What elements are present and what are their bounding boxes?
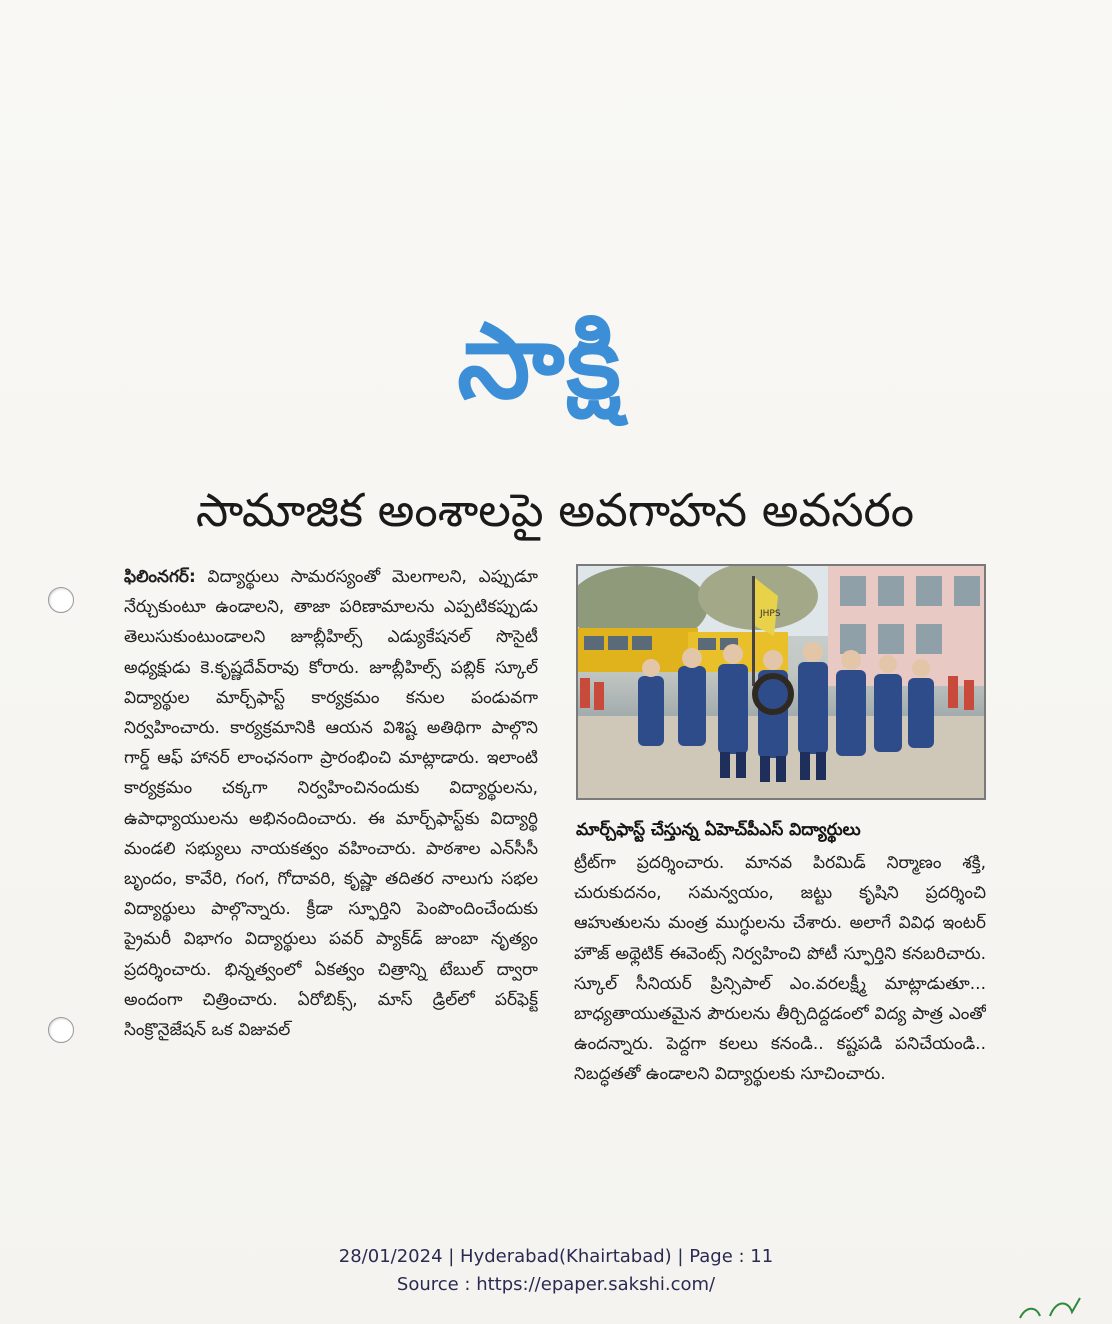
article-headline: సామాజిక అంశాలపై అవగాహన అవసరం (195, 483, 915, 537)
punch-hole (48, 587, 74, 613)
flag-banner-text: JHPS (760, 609, 781, 619)
footer-source: Source : https://epaper.sakshi.com/ (396, 1274, 716, 1295)
article-body-left: విద్యార్థులు సామరస్యంతో మెలగాలని, ఎప్పుడూ నేర్చుకుంటూ ఉండాలని, తాజా పరిణామాలను ఎప్పటికప్పుడు తెలుసుకుంటుండాలని జూబ్లీహిల్స్ ఎడ్యుకేషనల్ సొసైటీ అధ్యక్షుడు కె.కృష్ణదేవ్‌రావు కోరారు. జూబ్లీహిల్స్ పబ్లిక్ స్కూల్ విద్యార్థుల మార్చ్‌ఫాస్ట్ కార్యక్రమం కనుల పండువగా నిర్వహించారు. కార్యక్రమానికి ఆయన విశిష్ట అతిథిగా పాల్గొని గార్డ్ ఆఫ్ హానర్ లాంఛనంగా ప్రారంభించి మాట్లాడారు. ఇలాంటి కార్యక్రమం చక్కగా నిర్వహించినందుకు విద్యార్థులను, ఉపాధ్యాయులను అభినందించారు. ఈ మార్చ్‌ఫాస్ట్‌కు విద్యార్థి మండలి సభ్యులు నాయకత్వం వహించారు. పాఠశాల ఎన్‌సీసీ బృందం, కావేరి, గంగ, గోదావరి, కృష్ణా తదితర నాలుగు సభల విద్యార్థులు పాల్గొన్నారు. క్రీడా స్ఫూర్తిని పెంపొందించేందుకు ప్రైమరీ విభాగం విద్యార్థులు పవర్ ప్యాక్‌డ్ జుంబా నృత్యం ప్రదర్శించారు. భిన్నత్వంలో ఏకత్వం చిత్రాన్ని టేబుల్ ద్వారా అందంగా చిత్రించారు. ఏరోబిక్స్, మాస్ డ్రిల్‌లో పర్‌ఫెక్ట్ సింక్రొనైజేషన్ ఒక విజువల్ (124, 567, 538, 1041)
punch-hole (48, 1017, 74, 1043)
article-column-right: ట్రీట్‌గా ప్రదర్శించారు. మానవ పిరమిడ్ నిర్మాణం శక్తి, చురుకుదనం, సమన్వయం, జట్టు కృషిని ప్రదర్శించి ఆహుతులను మంత్ర ముగ్ధులను చేశారు. అలాగే వివిధ ఇంటర్ హౌజ్ అథ్లెటిక్ ఈవెంట్స్ నిర్వహించి పోటీ స్ఫూర్తిని కనబరిచారు. స్కూల్ సీనియర్ ప్రిన్సిపాల్ ఎం.వరలక్ష్మీ మాట్లాడుతూ... బాధ్యతాయుతమైన పౌరులను తీర్చిదిద్దడంలో విద్య పాత్ర ఎంతో ఉందన్నారు. పెద్దగా కలలు కనండి.. కష్టపడి పనిచేయండి.. నిబద్ధతతో ఉండాలని విద్యార్థులకు సూచించారు. (574, 853, 986, 1085)
handwritten-mark (1010, 1292, 1100, 1324)
newspaper-masthead: సాక్షి (457, 300, 623, 422)
article-dateline: ఫిలింనగర్: (124, 567, 196, 587)
article-photo (576, 564, 986, 800)
article-column-left (124, 562, 538, 1182)
march-past-photo-illustration (578, 566, 984, 798)
footer-date-edition: 28/01/2024 | Hyderabad(Khairtabad) | Page : 11 (338, 1246, 774, 1267)
photo-caption: మార్చ్‌ఫాస్ట్ చేస్తున్న ఏహెచ్‌పీఎస్ విద్యార్థులు (576, 820, 861, 840)
